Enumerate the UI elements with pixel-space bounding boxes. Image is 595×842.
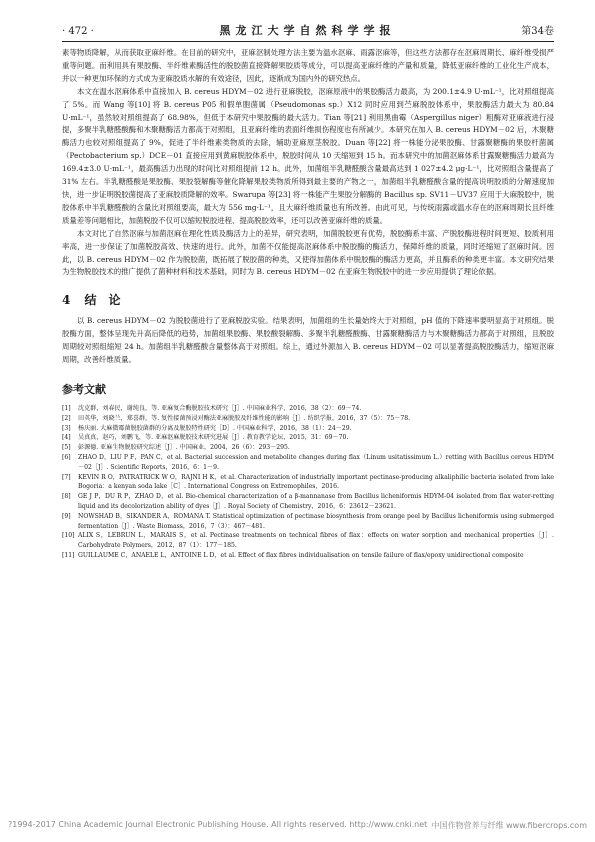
reference-item: [2] 田英华，刘晓兰，郑喜群，等. 复性接菌预浸对酶法亚麻脱胶及纤维性能的影响［J］. 纺织学报，2016，37（5）：75－78. [62, 414, 411, 422]
copyright-notice: ?1994-2017 China Academic Journal Electronic Publishing House. All rights reserved. http://www.cnki.net [8, 820, 428, 829]
reference-item: [4] 吴真真，赵巧，刘鹏飞，等. 亚麻沤麻脱胶技术研究进展［J］. 教育教学论坛，2015，31：69－70. [62, 434, 349, 442]
reference-item: [11] GUILLAUME C，ANAELE L，ANTOINE L D，et al. Effect of flax fibres individualisation on tensile failure of flax/epoxy unidirectional composite [62, 551, 524, 559]
journal-title: 黑龙江大学自然科学学报 [219, 24, 396, 37]
section-number: 4 [62, 293, 71, 308]
conclusion-paragraph: 以 B. cereus HDYM－02 为脱胶菌进行了亚麻脱胶实验。结果表明，加菌组的生长量始终大于对照组，pH 值的下降速率要明显高于对照组。脱胶酶方面，整体呈现先升高后降低的趋势，加菌组果胶酶、果胶酸裂解酶、多聚半乳糖醛酸酶、甘露聚糖酶活力与木聚糖酶活力都高于对照组，且脱胶周期较对照组缩短 24 h。加菌组半乳糖醛酸含量整体高于对照组。综上，通过外源加入 B. cereus HDYM－02 可以显著提高脱胶酶活力，缩短沤麻周期，改善纤维质量。 [62, 316, 554, 365]
body-paragraph-3: 本文对比了自然沤麻与加菌沤麻在理化性质及酶活力上的差异，研究表明，加菌脱胶更有优势，脱胶酶系丰富、产脱胶酶进程时间更短、胶质利用率高，进一步保证了加菌脱胶高效、快速的进行。此外，加菌不仅能提高沤麻体系中脱胶酶的酶活力，保障纤维的质量，同时还缩短了沤麻时间。因此，以 B. cereus HDYM－02 作为脱胶菌，既拓展了脱胶菌的种类，又使得加菌体系中脱胶酶的酶活力更高，并且酶系的种类更丰富。本文研究结果为生物脱胶技术的推广提供了菌种材料和技术基础，同时为 B. cereus HDYM－02 在亚麻生物脱胶中的进一步应用提供了理论依据。 [62, 228, 554, 277]
header-rule [62, 41, 554, 42]
page-number: · 472 · [62, 26, 94, 37]
reference-item: [8] GE J P，DU R P，ZHAO D，et al. Bio-chemical characterization of a β-mannanase from Bacillus licheniformis HDYM-04 isolated from flax water-retting liquid and its decolorization ability of dyes［J］. Royal Society of Chemistry，2016，6：23612－23621. [62, 493, 554, 510]
references-heading: 参考文献 [62, 382, 106, 396]
journal-page [62, 22, 554, 561]
reference-item: [1] 沈克群，刘春民，谢纯良，等. 亚麻复合酶脱胶技术研究［J］. 中国麻业科学，2016，38（2）：69－74. [62, 404, 362, 412]
reference-list [62, 404, 554, 561]
running-header [62, 22, 554, 41]
body-paragraph-1: 素等物质降解，从而获取亚麻纤维。在目前的研究中，亚麻沤制处理方法主要为温水沤麻、雨露沤麻等，但这些方法都存在沤麻周期长、麻纤维受损严重等问题。而利用具有果胶酶、半纤维素酶活性的脱胶菌直接降解果胶质等成分，可以提高亚麻纤维的产量和质量，降低亚麻纤维的工业化生产成本，并以一种更加环保的方式成为亚麻胶质水解的有效途径，因此，逐渐成为国内外的研究热点。 [62, 48, 554, 83]
reference-item: [10] ALIX S，LEBRUN L，MARAIS S，et al. Pectinase treatments on technical fibres of flax：effects on water sorption and mechanical properties［J］. Carbohydrate Polymers，2012，87（1）：177－185. [62, 532, 554, 550]
watermark-text: 中国作物营养与纤维 www.fibercrops.com [431, 821, 587, 830]
section-4-heading [62, 291, 554, 308]
reference-item: [7] KEVIN R O，PATRATRICK W O，RAJNI H K，et al. Characterization of industrially important pectinase-producing alkaliphilic bacteria isolated from lake Bogoria：a kenyan soda lake［C］. International Congress on Extremophiles，2016. [62, 473, 554, 491]
page-footer [0, 820, 595, 831]
section-title: 结 论 [84, 293, 121, 308]
volume-number: 第34卷 [521, 26, 554, 37]
reference-item: [3] 杨庆丽. 大麻微霉菌脱胶菌群的分离及脱胶特性研究［D］. 中国麻业科学，2016，38（1）：24－29. [62, 424, 352, 432]
reference-item: [6] ZHAO D，LIU P F，PAN C，et al. Bacterial succession and metabolite changes during flax（Linum usitatissimum L.）retting with Bacillus cereus HDYM－02［J］. Scientific Reports，2016，6：1－9. [62, 453, 554, 471]
body-paragraph-2: 本文在温水沤麻体系中直接加入 B. cereus HDYM－02 进行亚麻脱胶，沤麻原液中的果胶酶活力最高，为 200.1±4.9 U·mL⁻¹，比对照组提高了 5%。而 Wang 等[10] 将 B. cereus P05 和假单胞菌属（Pseudomonas sp.）X12 同时应用到苎麻脱胶体系中，果胶酶活力最大为 80.84 U·mL⁻¹，虽然较对照组提高了 68.98%，但低于本研究中果胶酶的最大活力。Tian 等[21] 利用黑曲霉（Aspergillus niger）粗酶对亚麻液进行浸提，多聚半乳糖醛酸酶和木聚糖酶活力都高于对照组，且亚麻纤维的表面纤维损伤程度也有所减少。本研究在加入 B. cereus HDYM－02 后，木聚糖酶活力也较对照组提高了 9%，促进了半纤维素类物质的去除，辅助亚麻原茎脱胶。Duan 等[22] 将一株能分泌果胶酶、甘露聚糖酶的果胶杆菌属（Pectobacterium sp.）DCE－01 直接应用到黄麻脱胶体系中，脱胶时间从 10 天缩短到 15 h。而本研究中的加菌沤麻体系甘露聚糖酶活力最高为 169.4±3.0 U·mL⁻¹，最高酶活力出现的时间比对照组提前 12 h。此外，加菌组半乳糖醛酸含量最高达到 1 027±4.2 μg·L⁻¹，比对照组含量提高了 31% 左右。半乳糖醛酸是果胶酶、果胶裂解酶等催化降解果胶类物质所得到最主要的产物之一，加菌组半乳糖醛酸含量的提高说明胶质的分解速度加快，进一步证明脱胶菌提高了亚麻胶质降解的效率。Swarupa 等[23] 将一株能产生果胶分解酶的 Bacillus sp. SV11－UV37 应用于大麻脱胶中，脱胶体系中半乳糖醛酸的含量比对照组要高，最大为 556 mg·L⁻¹，且大麻纤维质量也有所改善。由此可见，与传统雨露或温水存在的沤麻周期长且纤维质量差等问题相比，加菌脱胶不仅可以缩短脱胶进程、提高脱胶效率，还可以改善亚麻纤维的质量。 [62, 86, 554, 225]
reference-item: [9] NOWSHAD B，SIKANDER A，ROMANA T. Statistical optimization of pectinase biosynthesis from orange peel by Bacillus licheniformis using submerged fermentation［J］. Waste Biomass，2016，7（3）：467－481. [62, 512, 554, 530]
reference-item: [5] 彭源德. 亚麻生物脱胶研究综述［J］. 中国麻业，2004，26（6）：293－295. [62, 444, 290, 452]
